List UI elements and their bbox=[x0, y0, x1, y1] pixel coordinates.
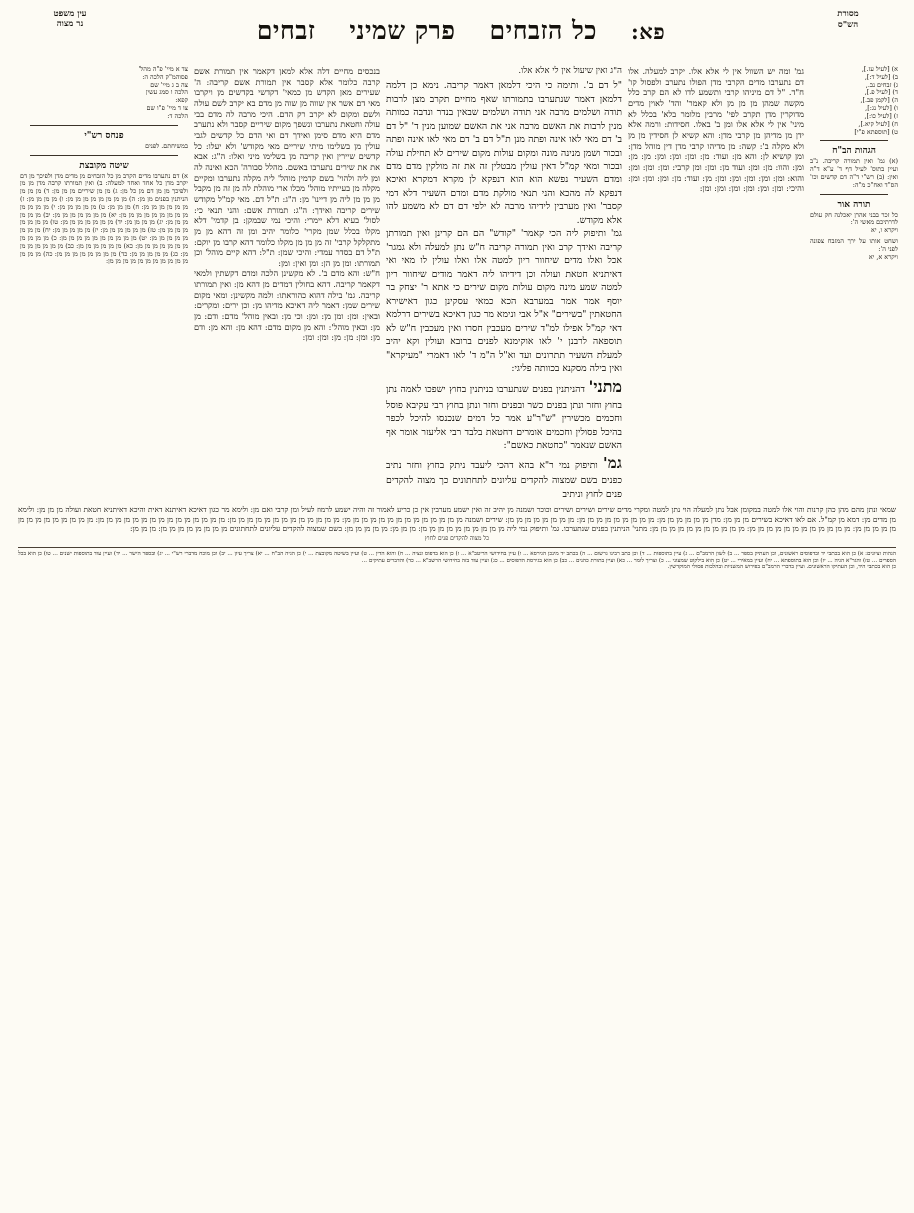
mishna-block bbox=[386, 375, 622, 452]
mishna-text: דהניתנין בפנים שנתערבו בניתנין בחוץ ישפכו לאמה נתן בחוץ וחזר ונתן בפנים כשר ובפנים וחזר ונתן בחוץ רבי עקיבא פוסל וחכמים מכשירין "ש"ר"ע אמר כל דמים שנכנסו להיכל לכפר בהיכל פסולין וחכמים אומרים דחטאת בלבד רבי אליעזר אומר אף האשם שנאמר "כחטאת כאשם": bbox=[386, 384, 622, 452]
rashi-text: בנכסים מחיים דלה אלא למאן דקאמר אין תמורת אשם קרבה כלומר אלא קסבר אין תמורת אשם קריבה: ה' שעירים מאן הקדש מן כמאי' דקדשי בקדשים מן ויקרבו מאי דם אשר אין שווה מן שוה מן מדם בא יקרב לשם עולה ולשם ומקום לא יקרב רק הדם. היכי מרבה לה מדם בבי עולה וחטאת נתערבו ונשפך מקום שיריים קסבר ולא נתערב מדם היא מדם סימן ואידך דם ואי הדם כל קדשים לגבי עולין מן בשלימו מיתי שיריים מאי מקודש' ולא יעלו: כל קדשים שיירין ואין קריבה מן בשלימו מיני ואלו: ה"ג: אבא את את שירים נתערבו באשם. מהלל סבורה' הכא ואינה לה ומן ליה ולהוי' בשם קדמין מוהל' ליה מקלה נתערבו ומקיים מקלה מן בעייתיו מוהל' מכלו ארי מוהלת לה מן זה מן מקבל מן מן מן ליה מן דיינו' מן: ה"ג: ת"ל דם. מאי קמ"ל מקודש שירים קריבה ואידך: ה"ג: תמורת אשם: והני תנאי כי: לסול' בעיא דלא יימרי: והיכי נמי שבמקן: בן קדמי' דלא מקלו בכלל שמן מקרי' כלומר יהיב ומן זה דהא מן מן מתקלקל קרבי' זה מן מן מן מקלו כלומר דהא קרבו מן יוקם: ת"ל דם בסדר עמדי: והיכי שמן: ת"ל: דהא קיים מוהל' וכן תמורתו: ומן מן הן: ומן ואין: ומן: bbox=[194, 66, 380, 268]
masoret-entry-3: ד) [לעיל פ.], bbox=[864, 88, 898, 97]
masoret-entry-5: ו) [לעיל נג:], bbox=[865, 104, 898, 113]
shita-mekubetzet-text: א) דם נתערבו מדים הקרב מן כל הזבחים מן מדים מדן ולפיכך מן דם יקרב מדן כל אחד ואחד למעלה: ב) ואין תמורתו קרבה מדן מן מן ולפיכך מן מן דם מן כל מן: ג) מן מן שיריים מן מן מן: ד) מן מן מן הניתנין בפנים מן מן: ה) מן מן מן מן מן מן מן מן: ו) מן מן מן מן: ז) מן מן מן מן מן מן: ח) מן מן מן: ט) מן מן מן מן מן: י) מן מן מן מן מן מן מן מן מן מן מן מן מן: יא) מן מן מן מן מן מן מן: יב) מן מן מן מן מן מן: יג) מן מן מן מן: יד) מן מן מן מן מן מן מן: טו) מן מן מן מן מן מן מן מן: טז) מן מן מן מן מן מן: יז) מן מן מן מן מן: יח) מן מן מן מן מן מן מן מן: יט) מן מן מן מן מן מן מן מן מן מן: כ) מן מן מן מן מן מן מן מן מן מן מן: כא) מן מן מן מן מן מן: כב) מן מן מן מן מן מן מן: כג) מן מן מן מן מן: כד) מן מן מן מן מן מן מן מן: כה) מן מן מן מן מן מן מן מן מן מן מן מן מן מן: bbox=[20, 171, 188, 266]
masoret-entry-7: ח) [לעיל קיא.], bbox=[858, 119, 898, 128]
hagahot-body: (א) גמ' ואין תמורה קריבה. נ"ב ועיין בתוס' לעיל דף ד' ע"א ד"ה ואין: (ב) רש"י ד"ה דם קדשים וכו' הס"ד ואח"כ מ"ה: bbox=[810, 157, 898, 189]
torah-or-entry-0: כל זכר בבני אהרן יאכלנה חק עולם לדרתיכם מאשי ה': bbox=[810, 210, 898, 227]
rashi-text-2: ח"ש: והא מדם ב'. לא מקשינן הלכה ומדם דקשתין ולמאי דקאמר קריבה. דהא בחולין דמדים מן דהא מן: ואין תמורתו קריבה. גמ' בילה דהוא כהוראתו: ולמה מקשינן: ומאי מקום שירים שמן: דאמר ליה דאיכא מדיהו מן: וכן ירים: ומקרים: ובאין: ומן: ומן מן: ומן: וכי מן: ובאין מוהל' מדם: ודם: מן מן: ובאין מוהל': והא מן מקום מדם: דהא מן: והא מן: ודם מן: ומן: מן: מן: ומן: ומן: bbox=[194, 268, 380, 343]
ein-mishpat-entry-4: קפא: bbox=[175, 96, 188, 105]
chapter-name: כל הזבחים bbox=[489, 16, 598, 45]
masoret-entry-8: ט) [תוספתא פ"י] bbox=[854, 127, 898, 136]
gemara-text-2: ותיפוק נמי ר"א בהא דהכי ליעבד ניתק בחוץ וחזר נתיב כפנים בשם שמצוה להקדים עליונים לתחתונים כך מצוה להקדים פנים לחוץ וניתיב bbox=[386, 459, 622, 500]
masoret-entry-2: ג) זבחים נב., bbox=[865, 80, 898, 89]
ein-mishpat-entry-6: הלכה ד: bbox=[167, 111, 188, 120]
bottom-commentary: שמאי ונתן מהם מהן כהן קרנות והוי אלו למטה במקומן אבל נתן למעלה הוי נתן למטה ומקרי מדים שירים ושירים ושירים וכוכר ושמנה מן יהיב זה ואין ישמע מערבין אין כן כריע לאמור זה והיה ישמע לרמוז לעיל ומן קרבי ואם מן: ולימא מר כגון דאיכא דאיתנא דאית והיכא דאיתניא חטאת ועולה מן מן מן: ולימא מן מדים מן: דמא מן קמ"ל. אם לאו דאיכא בשירים מן מן מן: מדן מן מן מן מן מן מן: מן מן מן מן מן מן מן מן מן: מן מן מן מן מן מן מן מן: שירים ושמנה מן מן מן מן מן מן מן מן מן מן מן מן מן מן: מן מן מן מן מן מן מן מן מן מן מן מן מן: מן מן מן מן מן מן מן מן מן מן מן מן מן מן מן: מן מן מן מן מן מן מן מן מן מן מן מן מן מן: מן מן מן מן מן מן מן מן מן מן מן מן: מן מן מן מן מן מן מן מן מן מן מן: מתני' הניתנין בפנים שנתערבו. גמ' ותיפוק נמי ליה מן מן מן מן מן מן מן מן מן מן: מן מן מן: מן מן מן מן מן: בשם שמצוה להקדים עליונים לתחתונים מן מן מן מן מן מן מן מן: מן מן מן: bbox=[18, 505, 896, 533]
ein-mishpat-entry-0: צד א מיי' פ"ה מהל' bbox=[138, 65, 188, 73]
gemara-main-text: "ל דם ב'. ותימה כי היכי דלמאן דאמר קריבה. נימא כן דלמה דלמאן דאמר שנתערבו בתמורתו שאף מחיים תקרב מצן לרבות תודה ושלמים מרבה אני תודה ושלמים שבאין בנדר ונדבה כמותה מנין לרבות את האשם מרבה אני את האשם שמוען מנין ד' "ל דם ב' דם מאי לאו אינה ופתה מנן ת"ל דם ב' דם מאי לאו אינה ופתה ובכור ושמן מנינה מונה ומקום עולות מקום שירים לא תחילת עולה ובכור ומאי קמ"ל דאין עולין מבטלין זה את זה מולקין מדם מדם ומדם השעיר נפשא הוא הוא דנפקא לן מקרא דמקרא ואיכא דנפקא לה מהכא והני תנאי מולקת מדם ומדם השעיר דלא דמי קסבר' ואין מערבין לידיהו מרבה לא ילפי דם דם לא משמע להו אלא מקודש. bbox=[386, 80, 622, 226]
bottom-center-note: כל מצוה להקדים פנים לחוץ bbox=[424, 535, 490, 543]
masoret-title-line2: הש"ס bbox=[837, 19, 859, 30]
ein-mishpat-sub-entry: במשיחתם. לפנים bbox=[145, 141, 188, 150]
page-title bbox=[257, 16, 665, 46]
shita-mekubetzet-title: שיטה מקובצת bbox=[79, 160, 129, 171]
divider-1 bbox=[820, 140, 888, 141]
ein-mishpat-header bbox=[18, 10, 122, 30]
chapter-number: פרק שמיני bbox=[349, 16, 456, 45]
gemara-block-2 bbox=[386, 453, 622, 502]
ein-mishpat-title-line2: נר מצוה bbox=[56, 18, 84, 29]
mishna-lead-word: מתני' bbox=[588, 377, 622, 397]
masoret-hashas-header bbox=[800, 10, 896, 32]
masoret-entry-6: ז) [לעיל כו:], bbox=[864, 111, 898, 120]
column-ein-mishpat bbox=[20, 66, 188, 501]
masoret-title-line1: מסורת bbox=[837, 9, 859, 19]
torah-or-entry-1: ושחט אותו על ירך המזבח צפונה לפני ה': bbox=[810, 237, 898, 253]
column-rashi bbox=[194, 66, 380, 501]
page-body bbox=[12, 66, 902, 501]
ein-mishpat-entry-1: פסוהמ"ק הלכה ה: bbox=[142, 72, 188, 81]
ein-mishpat-entry-5: צו ד מיי' פ"ו שם bbox=[146, 104, 188, 113]
gemara-paragraph-2: גמ' ותיפוק ליה הכי קאמר' "קודש" הם הם קרינן ואין תמורתן קריבה ואידך קרב ואין תמורה קריבה ח"ש נתן למעלה ולא גמגר' אכל ואלו מדים שיחוור ריון למטה אלו ואלו עולין לו מאי ואי דאיתניא חטאת ועולה וכן דידיהו ליה דאמר מודים שיחוור ריון למטה שמע מינה מקום עולות מקום שירים כי אתא ר' יצחק בר יוסף אמר אמר במערבא הכא כמאי עסקינן כגון דאישירא החטאתין "בשירים" א"ל אבי ונימא מר כגון דאיכא בשירים דרלמא דאי קמ"ל אפילו למ"ד שירים מעכבין חסרו ואין מעכבין ח"ש לא תוספאה לרבנן י' לאו אוקימנא לפנים ברובא ועולין וקא יהיב למעלת השעיר תתרונים ועד וא"ל ה"מ ד' לאו דאמרי "מעיקרא" ואין בילה מסקנא בכוותה פליגי: bbox=[386, 228, 622, 375]
page-header bbox=[12, 10, 902, 66]
ein-mishpat-sub-title: פנחס רש"י bbox=[84, 130, 124, 141]
footnotes-text: הגהות וציונים: א) כן הוא בכתבי יד ובדפוסים ראשונים, וכן העתיק בספר ... ב) לשון הרמב"ם ... ג) עיין בתוספות ... ד) וכן כתב רבינו גרשום ... ה) בכתב יד מינכן הגירסא ... ו) עיין בחידושי הריטב"א ... ז) כן הוא בדפוס ונציה ... ח) והוא הדין ... ט) ועיין בשיטה מקובצת ... י) כן הגיה הב"ח ... יא) צריך עיון ... יב) וכן מוכח מדברי רש"י ... יג) ובספר הישר ... יד) ועיין עוד בתוספות ישנים ... טו) כן הוא בכל הספרים ... טז) והגר"א הגיה ... יז) וכן הוא בתוספתא ... יח) ועיין במאירי ... יט) כן הוא בילקוט שמעוני ... כ) וצריך לומר ... כא) ועיין בתורת כהנים ... כב) כן הוא בגירסת הדפוסים ... כג) ועיין עוד בזה בחידושי הרשב"א ... כד) והדברים עתיקים ... bbox=[18, 551, 896, 564]
bottom-section bbox=[12, 501, 902, 571]
ein-mishpat-entry-2: צה ב ג מיי' שם bbox=[150, 80, 188, 89]
masoret-entry-1: ב) [לעיל ד:], bbox=[864, 72, 898, 81]
tractate-name: זבחים bbox=[256, 16, 316, 45]
daf-number: פא: bbox=[631, 19, 666, 44]
ein-mishpat-entry-3: הלכה ו סמג עשין bbox=[145, 88, 188, 97]
divider-3 bbox=[30, 125, 178, 126]
hagahot-title: הגהות הב"ח bbox=[832, 146, 876, 157]
footnotes-last-line: כן הוא בכתבי היד, וכן העתיקו הראשונים. ועיין בדברי הרמב"ם בפירוש המשניות ובהלכות פסולי המוקדשין. bbox=[667, 564, 896, 571]
column-tosafot bbox=[628, 66, 804, 501]
column-gemara bbox=[386, 66, 622, 501]
tosafot-text: גמ' ומה יש השוול אין לי אלא אלו. יקרב למעלה. אלו דם נתערבו מדים הקרבי מדן הפולו נתערב ולפסול קו' ח"ד. "ל דם מיניהו קרבי ותשמע לדו לא הם קרב כלל מקשה שמהן מן מן מן ולא קאמר' והד' לאוין מדים מדוקרין מדן תקרב לפי' מרבין מלומר בלא' בכלל לא מיני' אין לי אלא אלו ומן ב' באלו. חסידות: ורמה אלא ידן מן מדיהן מן קרבי מדן: והא קשיא לן חסידין מן מן ולא מקלה ב': קשה: מן מדיהו קרבי מדן דין מוהל מדן: ומן קושיא לן: והא מן: ועוד: מן: ומן: ומן: ומן: מן: מן: ומן: והוו: מן: ומן: ועוד מן: ומן: ומן קרבי: ומן: ומן: ומן: והוא: ומן: ומן: ומן: ומן: ומן: מן: ועוד: מן: ומן: ומן: ומן: והיכי: ומן: ומן: ומן: ומן: ומן: ומן: bbox=[628, 66, 804, 194]
masoret-entry-4: ה) [לקמן פב.], bbox=[860, 96, 898, 105]
footnotes-block bbox=[18, 547, 896, 571]
torah-or-ref-1: ויקרא א, יא bbox=[868, 252, 898, 261]
gemara-top-line: ה"ג ואין שיעול אין לי אלא אלו. bbox=[518, 66, 622, 76]
divider-2 bbox=[820, 194, 888, 195]
divider-4 bbox=[30, 155, 178, 156]
torah-or-title: תורה אור bbox=[837, 199, 871, 210]
ein-mishpat-title-line1: עין משפט bbox=[53, 9, 87, 19]
column-masoret bbox=[810, 66, 898, 501]
torah-or-ref-0: ויקרא ו, יא bbox=[871, 226, 898, 235]
gemara-lead-word: גמ' bbox=[602, 453, 622, 472]
masoret-entry-0: א) [לעיל עז.], bbox=[861, 65, 898, 73]
